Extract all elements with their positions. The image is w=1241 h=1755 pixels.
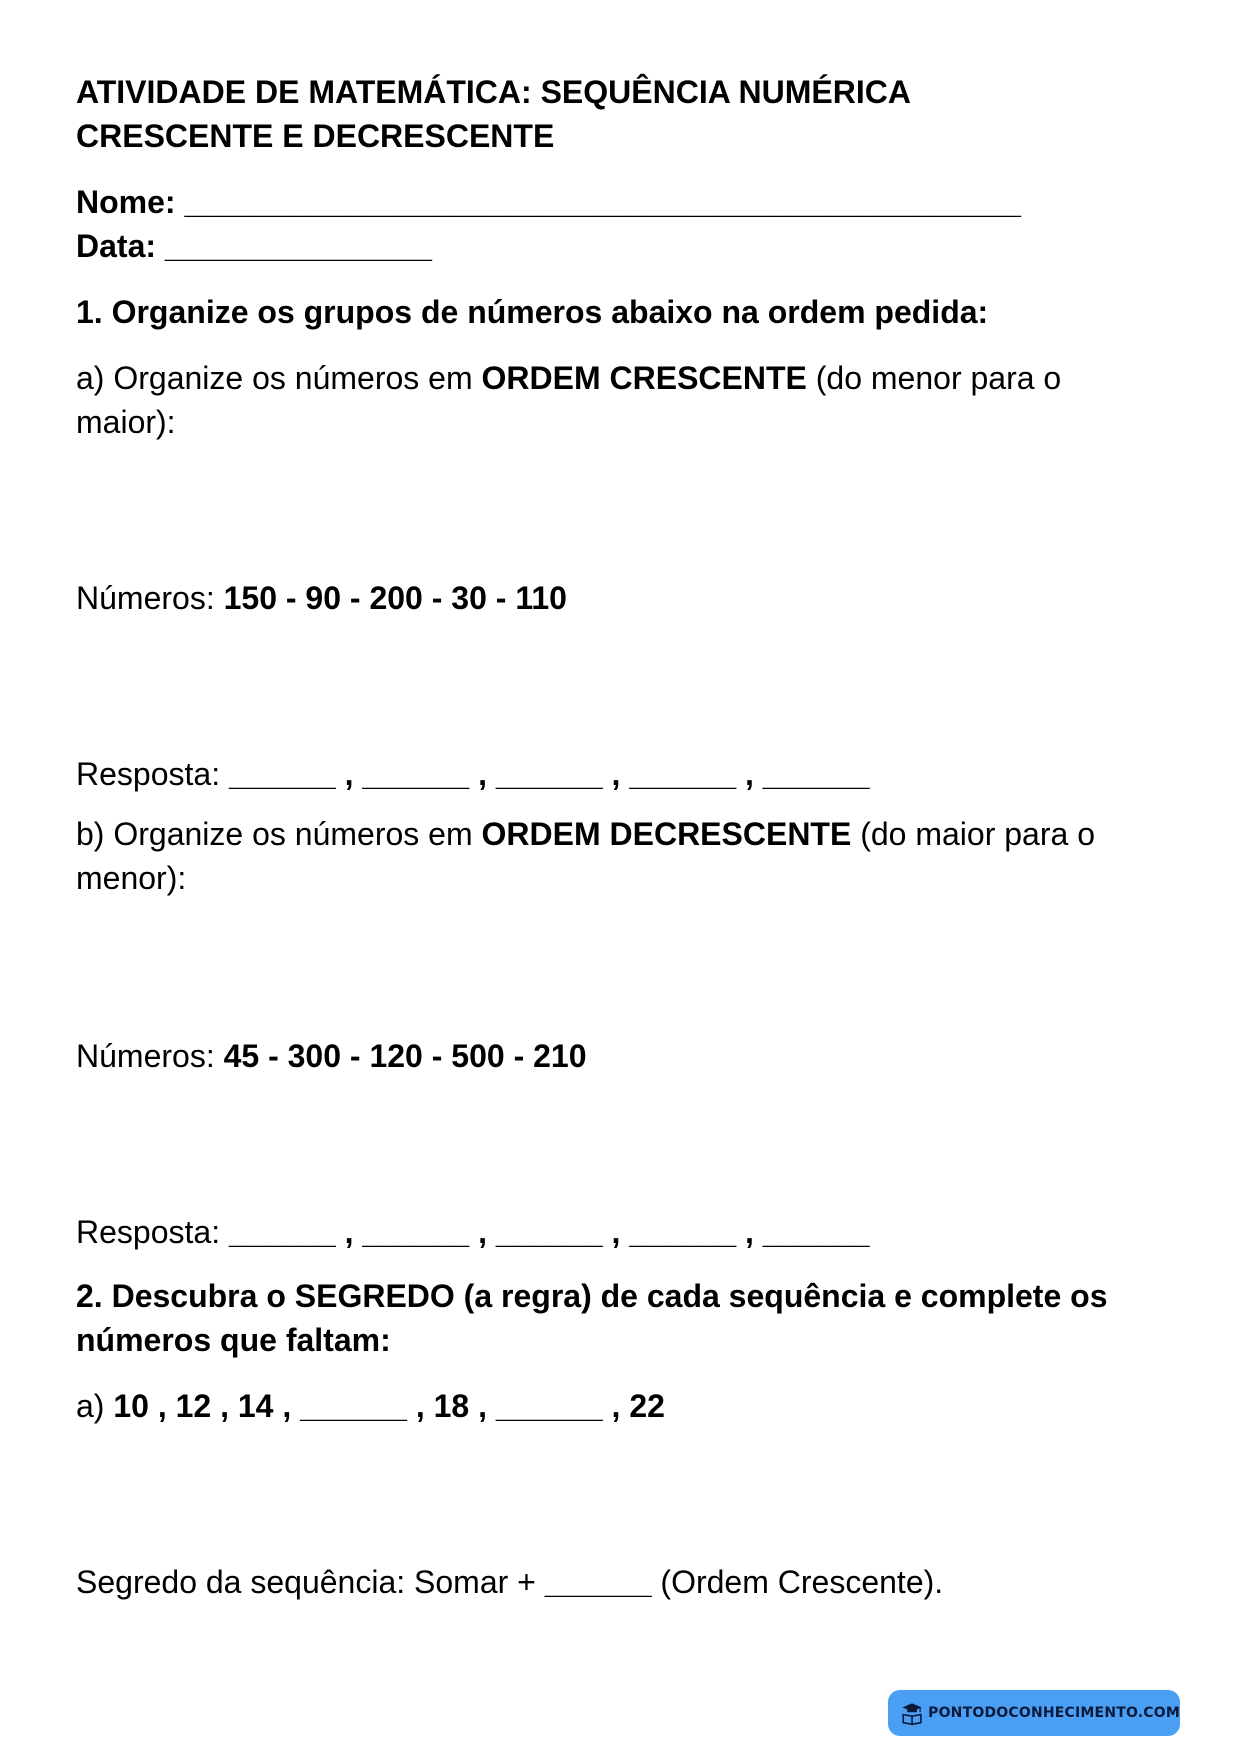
question1a-instruction <box>76 356 1061 400</box>
question1b-instruction <box>76 812 1095 856</box>
answer-label: Resposta: <box>76 756 229 792</box>
name-label: Nome: <box>76 184 176 220</box>
numbers-values: 150 - 90 - 200 - 30 - 110 <box>223 580 567 616</box>
site-badge[interactable] <box>888 1690 1180 1736</box>
numbers-label: Números: <box>76 580 224 616</box>
question1a-emphasis: ORDEM CRESCENTE <box>481 360 807 396</box>
secret-suffix: (Ordem Crescente). <box>651 1564 944 1600</box>
numbers-values: 45 - 300 - 120 - 500 - 210 <box>223 1038 587 1074</box>
name-field <box>76 180 1021 224</box>
question2a-label: a) <box>76 1388 114 1424</box>
question1b-prefix: b) Organize os números em <box>76 816 482 852</box>
question1-heading: 1. Organize os grupos de números abaixo na ordem pedida: <box>76 294 989 330</box>
secret-blank: ______ <box>544 1564 652 1600</box>
date-field <box>76 224 432 268</box>
question1a-answer <box>76 752 870 796</box>
question2-heading-line2: números que faltam: <box>76 1322 391 1358</box>
name-blank: _______________________________________________ <box>184 184 1021 220</box>
question1b-emphasis: ORDEM DECRESCENTE <box>481 816 852 852</box>
answer-label: Resposta: <box>76 1214 229 1250</box>
worksheet-title-line1: ATIVIDADE DE MATEMÁTICA: SEQUÊNCIA NUMÉRICA <box>76 74 911 110</box>
question1b-numbers <box>76 1034 587 1078</box>
graduation-book-icon <box>900 1698 924 1728</box>
question2-heading-line1: 2. Descubra o SEGREDO (a regra) de cada sequência e complete os <box>76 1278 1108 1314</box>
question1b-answer <box>76 1210 870 1254</box>
numbers-label: Números: <box>76 1038 224 1074</box>
question1a-suffix: (do menor para o <box>806 360 1062 396</box>
question1a-continuation: maior): <box>76 404 176 440</box>
question1b-suffix: (do maior para o <box>851 816 1095 852</box>
secret-prefix: Segredo da sequência: Somar + <box>76 1564 545 1600</box>
answer-blanks: ______ , ______ , ______ , ______ , ______ <box>228 756 870 792</box>
question1a-numbers <box>76 576 567 620</box>
question2a-sequence: 10 , 12 , 14 , ______ , 18 , ______ , 22 <box>113 1388 665 1424</box>
answer-blanks: ______ , ______ , ______ , ______ , ______ <box>228 1214 870 1250</box>
sequence-secret-line <box>76 1560 943 1604</box>
date-label: Data: <box>76 228 157 264</box>
site-badge-text: PONTODOCONHECIMENTO.COM <box>928 1705 1180 1721</box>
question2a-sequence-line <box>76 1384 665 1428</box>
date-blank: _______________ <box>164 228 432 264</box>
question1a-prefix: a) Organize os números em <box>76 360 482 396</box>
worksheet-title-line2: CRESCENTE E DECRESCENTE <box>76 118 555 154</box>
question1b-continuation: menor): <box>76 860 187 896</box>
